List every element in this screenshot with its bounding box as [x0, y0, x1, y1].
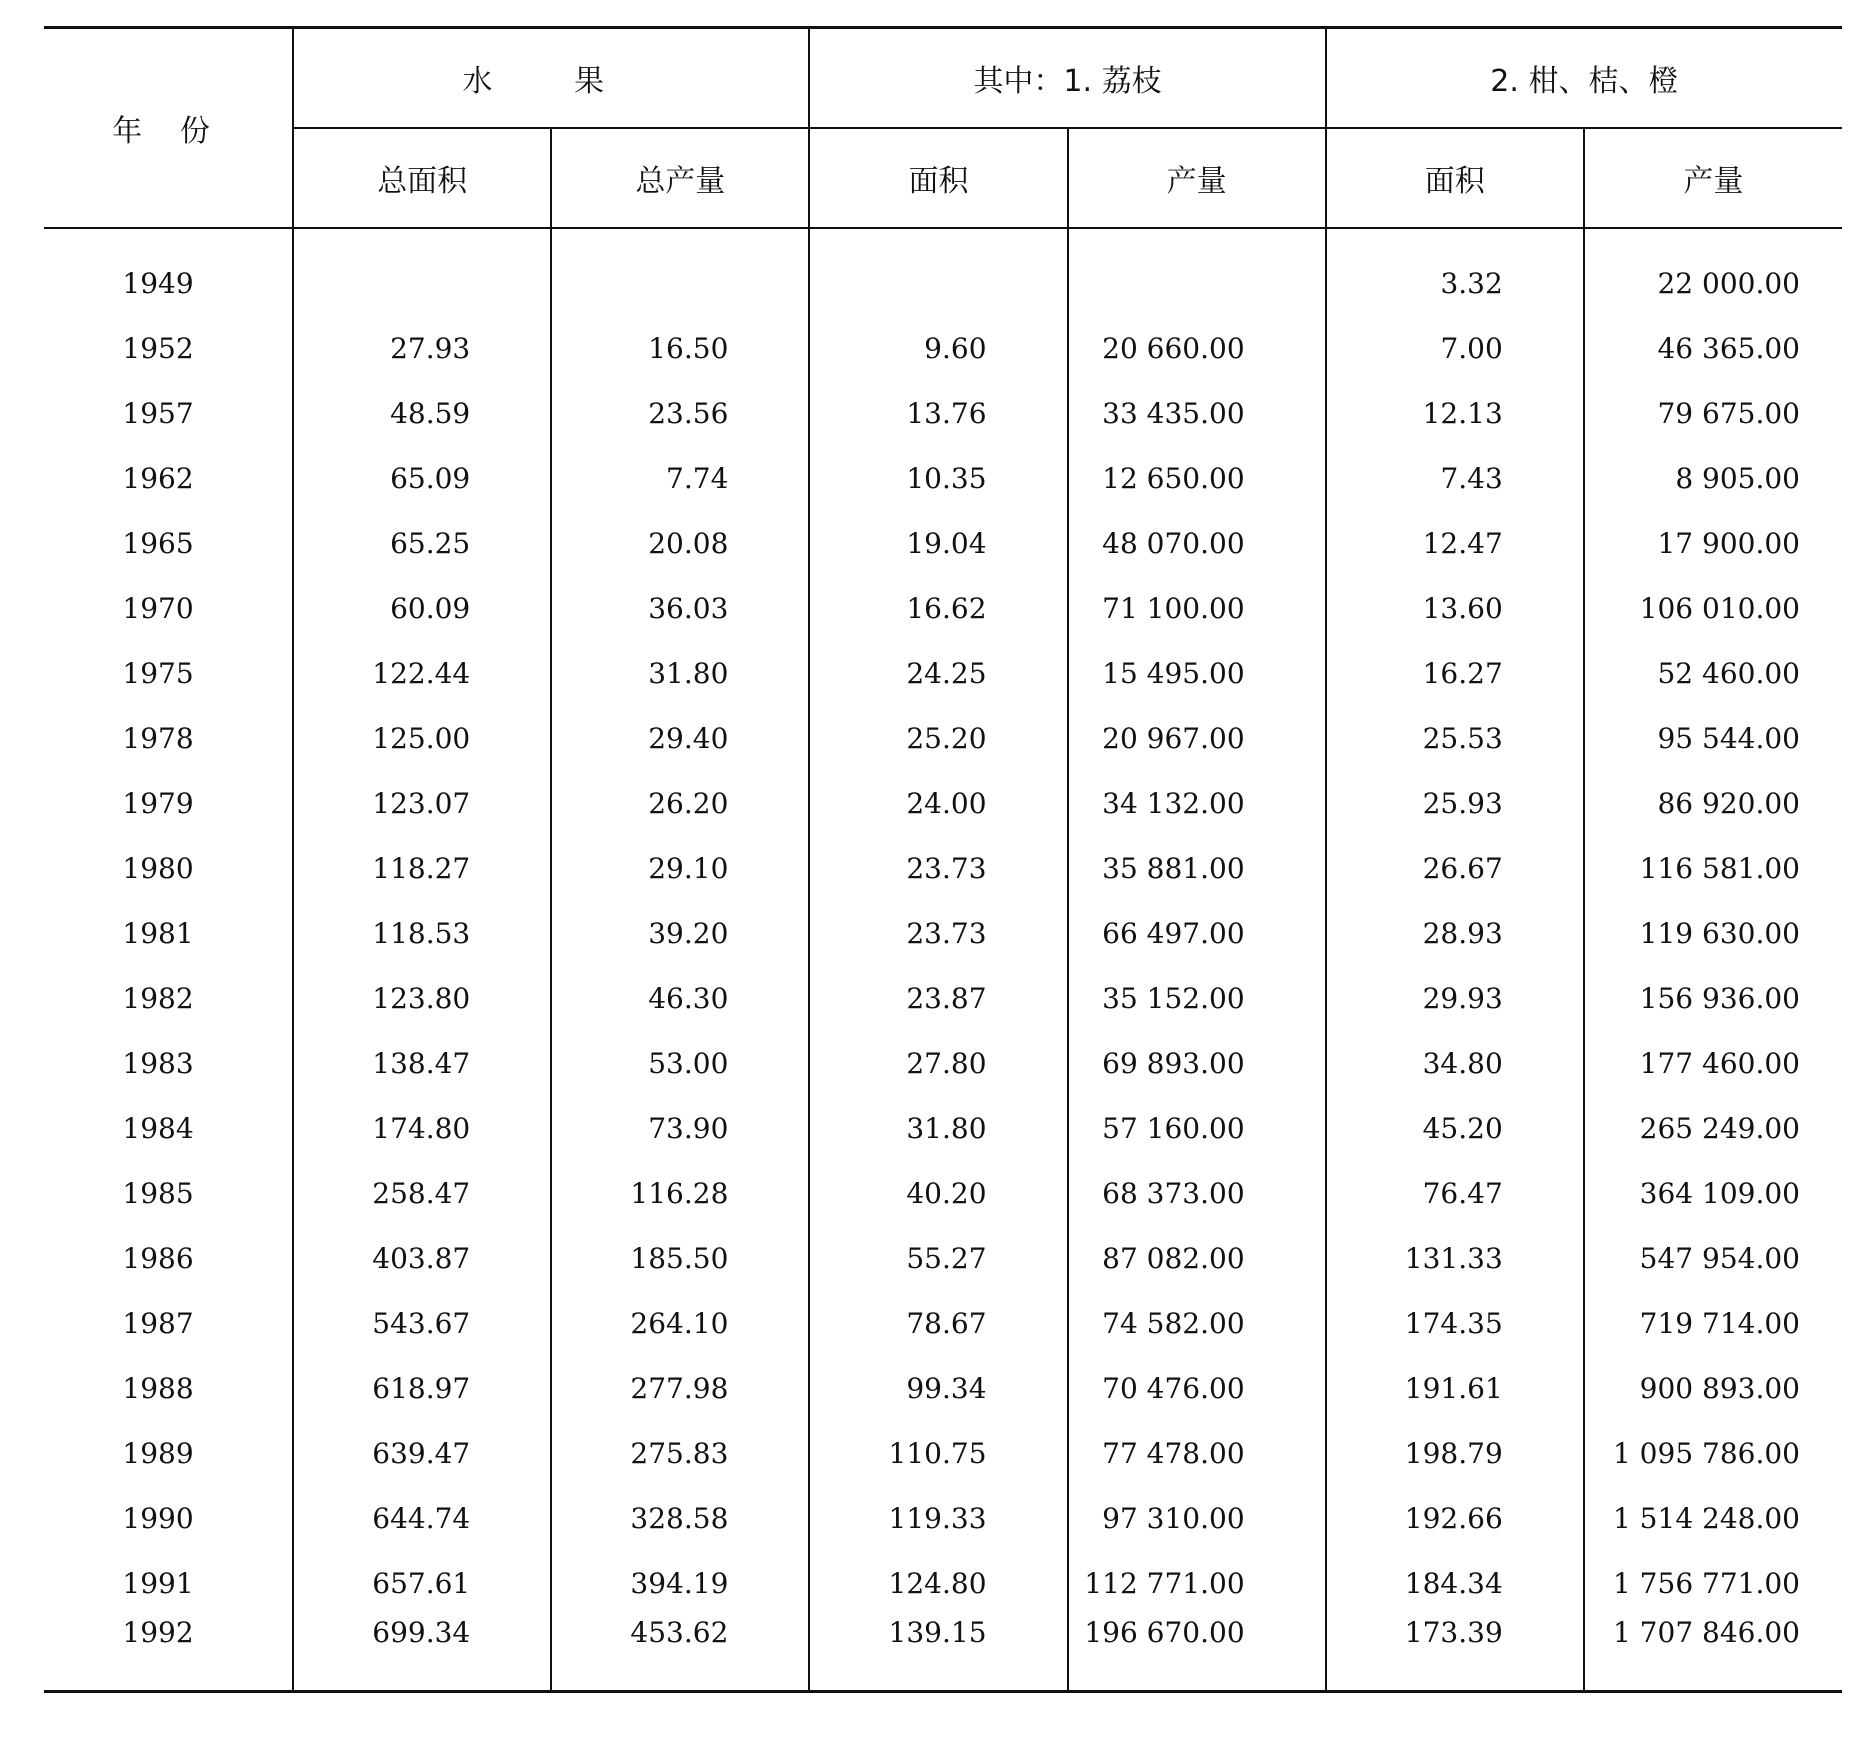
year-cell: 1978: [122, 722, 194, 755]
lychee-output-cell: 57 160.00: [1068, 1096, 1326, 1161]
fruit-total-area-cell: 657.61: [293, 1551, 551, 1616]
table-row: [44, 901, 1842, 966]
lychee-area-cell: 24.25: [809, 641, 1067, 706]
citrus-area-header: 面积: [1326, 128, 1584, 228]
lychee-area-cell: [809, 251, 1067, 316]
fruit-total-output-cell: 29.40: [551, 706, 809, 771]
lychee-area-cell: 10.35: [809, 446, 1067, 511]
lychee-output-cell: 74 582.00: [1068, 1291, 1326, 1356]
citrus-output-cell: 265 249.00: [1584, 1096, 1842, 1161]
citrus-area-cell: 191.61: [1326, 1356, 1584, 1421]
table-row: [44, 1096, 1842, 1161]
fruit-total-output-cell: 275.83: [551, 1421, 809, 1486]
table-row: [44, 576, 1842, 641]
citrus-output-cell: 1 756 771.00: [1584, 1551, 1842, 1616]
citrus-output-cell: 52 460.00: [1584, 641, 1842, 706]
citrus-output-cell: 17 900.00: [1584, 511, 1842, 576]
lychee-area-cell: 23.73: [809, 901, 1067, 966]
lychee-area-header: 面积: [809, 128, 1067, 228]
fruit-total-output-cell: 29.10: [551, 836, 809, 901]
citrus-area-cell: 12.47: [1326, 511, 1584, 576]
header-row-columns: [44, 128, 1842, 228]
fruit-total-output-cell: 328.58: [551, 1486, 809, 1551]
fruit-total-area-cell: 644.74: [293, 1486, 551, 1551]
fruit-total-output-cell: 7.74: [551, 446, 809, 511]
citrus-output-cell: 547 954.00: [1584, 1226, 1842, 1291]
lychee-area-cell: 27.80: [809, 1031, 1067, 1096]
fruit-total-output-cell: 185.50: [551, 1226, 809, 1291]
fruit-total-area-cell: 125.00: [293, 706, 551, 771]
table-row: [44, 251, 1842, 316]
table-row: [44, 641, 1842, 706]
year-cell: 1949: [122, 267, 194, 300]
year-cell: 1987: [122, 1307, 194, 1340]
citrus-area-cell: 173.39: [1326, 1616, 1584, 1692]
table-row: [44, 1551, 1842, 1616]
citrus-output-cell: 1 707 846.00: [1584, 1616, 1842, 1692]
year-cell: 1975: [122, 657, 194, 690]
lychee-output-cell: 69 893.00: [1068, 1031, 1326, 1096]
lychee-area-cell: 31.80: [809, 1096, 1067, 1161]
citrus-output-cell: 86 920.00: [1584, 771, 1842, 836]
table-row: [44, 771, 1842, 836]
lychee-output-cell: 15 495.00: [1068, 641, 1326, 706]
lychee-output-cell: 35 881.00: [1068, 836, 1326, 901]
citrus-area-cell: 76.47: [1326, 1161, 1584, 1226]
fruit-group-header: 水 果: [293, 28, 809, 129]
citrus-output-cell: 364 109.00: [1584, 1161, 1842, 1226]
year-cell: 1990: [122, 1502, 194, 1535]
lychee-area-cell: 16.62: [809, 576, 1067, 641]
citrus-area-cell: 34.80: [1326, 1031, 1584, 1096]
fruit-total-output-cell: 73.90: [551, 1096, 809, 1161]
lychee-area-cell: 24.00: [809, 771, 1067, 836]
lychee-area-cell: 124.80: [809, 1551, 1067, 1616]
lychee-area-cell: 40.20: [809, 1161, 1067, 1226]
citrus-area-cell: 28.93: [1326, 901, 1584, 966]
lychee-output-cell: 48 070.00: [1068, 511, 1326, 576]
fruit-total-area-cell: 65.09: [293, 446, 551, 511]
lychee-output-cell: 35 152.00: [1068, 966, 1326, 1031]
year-cell: 1983: [122, 1047, 194, 1080]
fruit-total-output-cell: 116.28: [551, 1161, 809, 1226]
fruit-total-output-cell: 36.03: [551, 576, 809, 641]
citrus-area-cell: 29.93: [1326, 966, 1584, 1031]
citrus-output-cell: 119 630.00: [1584, 901, 1842, 966]
lychee-area-cell: 99.34: [809, 1356, 1067, 1421]
year-cell: 1980: [122, 852, 194, 885]
citrus-area-cell: 184.34: [1326, 1551, 1584, 1616]
citrus-output-cell: 156 936.00: [1584, 966, 1842, 1031]
spacer-row: [44, 228, 1842, 251]
fruit-total-area-cell: 123.07: [293, 771, 551, 836]
fruit-total-area-cell: 699.34: [293, 1616, 551, 1692]
citrus-output-cell: 8 905.00: [1584, 446, 1842, 511]
fruit-total-output-cell: 394.19: [551, 1551, 809, 1616]
year-cell: 1979: [122, 787, 194, 820]
lychee-area-cell: 139.15: [809, 1616, 1067, 1692]
table-row: [44, 1486, 1842, 1551]
citrus-area-cell: 45.20: [1326, 1096, 1584, 1161]
table-row: [44, 511, 1842, 576]
lychee-area-cell: 78.67: [809, 1291, 1067, 1356]
table-row: [44, 1421, 1842, 1486]
citrus-area-cell: 16.27: [1326, 641, 1584, 706]
lychee-area-cell: 23.73: [809, 836, 1067, 901]
table-row: [44, 316, 1842, 381]
year-cell: 1988: [122, 1372, 194, 1405]
citrus-output-cell: 116 581.00: [1584, 836, 1842, 901]
citrus-area-cell: 3.32: [1326, 251, 1584, 316]
lychee-output-cell: 66 497.00: [1068, 901, 1326, 966]
fruit-total-output-cell: 26.20: [551, 771, 809, 836]
fruit-total-area-cell: 258.47: [293, 1161, 551, 1226]
lychee-area-cell: 25.20: [809, 706, 1067, 771]
table-row: [44, 1616, 1842, 1692]
table-row: [44, 1291, 1842, 1356]
lychee-output-cell: 77 478.00: [1068, 1421, 1326, 1486]
citrus-area-cell: 12.13: [1326, 381, 1584, 446]
citrus-output-cell: 95 544.00: [1584, 706, 1842, 771]
fruit-total-area-header: 总面积: [293, 128, 551, 228]
header-row-groups: [44, 28, 1842, 129]
citrus-group-header: 2. 柑、桔、橙: [1326, 28, 1842, 129]
citrus-area-cell: 131.33: [1326, 1226, 1584, 1291]
lychee-output-cell: 97 310.00: [1068, 1486, 1326, 1551]
fruit-total-area-cell: 403.87: [293, 1226, 551, 1291]
fruit-total-area-cell: 118.53: [293, 901, 551, 966]
lychee-output-cell: 20 660.00: [1068, 316, 1326, 381]
fruit-total-output-cell: 39.20: [551, 901, 809, 966]
citrus-output-cell: 22 000.00: [1584, 251, 1842, 316]
fruit-total-area-cell: 138.47: [293, 1031, 551, 1096]
fruit-total-area-cell: 543.67: [293, 1291, 551, 1356]
citrus-output-cell: 1 095 786.00: [1584, 1421, 1842, 1486]
lychee-output-cell: 12 650.00: [1068, 446, 1326, 511]
table-row: [44, 706, 1842, 771]
fruit-total-area-cell: 122.44: [293, 641, 551, 706]
year-cell: 1957: [122, 397, 194, 430]
citrus-output-header: 产量: [1584, 128, 1842, 228]
citrus-area-cell: 198.79: [1326, 1421, 1584, 1486]
statistics-table: [44, 26, 1842, 1693]
lychee-output-cell: 87 082.00: [1068, 1226, 1326, 1291]
lychee-output-cell: 71 100.00: [1068, 576, 1326, 641]
lychee-area-cell: 13.76: [809, 381, 1067, 446]
citrus-area-cell: 25.53: [1326, 706, 1584, 771]
table-row: [44, 1356, 1842, 1421]
fruit-total-area-cell: 618.97: [293, 1356, 551, 1421]
citrus-output-cell: 900 893.00: [1584, 1356, 1842, 1421]
lychee-area-cell: 9.60: [809, 316, 1067, 381]
citrus-output-cell: 177 460.00: [1584, 1031, 1842, 1096]
lychee-area-cell: 55.27: [809, 1226, 1067, 1291]
lychee-area-cell: 19.04: [809, 511, 1067, 576]
year-cell: 1992: [44, 1616, 293, 1692]
year-cell: 1970: [122, 592, 194, 625]
citrus-area-cell: 174.35: [1326, 1291, 1584, 1356]
table-row: [44, 836, 1842, 901]
fruit-total-area-cell: 48.59: [293, 381, 551, 446]
fruit-total-output-cell: 53.00: [551, 1031, 809, 1096]
lychee-group-header: 其中：1. 荔枝: [809, 28, 1325, 129]
fruit-total-output-cell: 16.50: [551, 316, 809, 381]
year-cell: 1984: [122, 1112, 194, 1145]
fruit-total-area-cell: 65.25: [293, 511, 551, 576]
lychee-output-cell: [1068, 251, 1326, 316]
year-cell: 1952: [122, 332, 194, 365]
lychee-output-cell: 33 435.00: [1068, 381, 1326, 446]
fruit-total-area-cell: 118.27: [293, 836, 551, 901]
table-body: [44, 228, 1842, 1692]
lychee-area-cell: 119.33: [809, 1486, 1067, 1551]
table-row: [44, 1226, 1842, 1291]
year-cell: 1962: [122, 462, 194, 495]
fruit-total-output-cell: 46.30: [551, 966, 809, 1031]
fruit-total-output-cell: 453.62: [551, 1616, 809, 1692]
fruit-total-output-header: 总产量: [551, 128, 809, 228]
fruit-total-area-cell: 60.09: [293, 576, 551, 641]
fruit-total-output-cell: [551, 251, 809, 316]
citrus-output-cell: 46 365.00: [1584, 316, 1842, 381]
lychee-output-header: 产量: [1068, 128, 1326, 228]
citrus-area-cell: 7.43: [1326, 446, 1584, 511]
table-row: [44, 1031, 1842, 1096]
year-cell: 1989: [122, 1437, 194, 1470]
lychee-area-cell: 23.87: [809, 966, 1067, 1031]
citrus-output-cell: 1 514 248.00: [1584, 1486, 1842, 1551]
citrus-area-cell: 7.00: [1326, 316, 1584, 381]
fruit-total-area-cell: 639.47: [293, 1421, 551, 1486]
table-row: [44, 966, 1842, 1031]
year-cell: 1965: [122, 527, 194, 560]
table-row: [44, 381, 1842, 446]
citrus-area-cell: 26.67: [1326, 836, 1584, 901]
year-cell: 1985: [122, 1177, 194, 1210]
lychee-output-cell: 20 967.00: [1068, 706, 1326, 771]
lychee-output-cell: 34 132.00: [1068, 771, 1326, 836]
fruit-total-area-cell: 27.93: [293, 316, 551, 381]
year-column-header: 年 份: [44, 28, 293, 229]
year-cell: 1986: [122, 1242, 194, 1275]
lychee-output-cell: 112 771.00: [1068, 1551, 1326, 1616]
lychee-output-cell: 70 476.00: [1068, 1356, 1326, 1421]
fruit-total-area-cell: 174.80: [293, 1096, 551, 1161]
table-header: [44, 28, 1842, 229]
fruit-total-output-cell: 277.98: [551, 1356, 809, 1421]
table-row: [44, 1161, 1842, 1226]
citrus-output-cell: 106 010.00: [1584, 576, 1842, 641]
citrus-area-cell: 13.60: [1326, 576, 1584, 641]
table-row: [44, 446, 1842, 511]
citrus-output-cell: 79 675.00: [1584, 381, 1842, 446]
citrus-output-cell: 719 714.00: [1584, 1291, 1842, 1356]
year-cell: 1991: [122, 1567, 194, 1600]
year-cell: 1981: [122, 917, 194, 950]
lychee-output-cell: 196 670.00: [1068, 1616, 1326, 1692]
fruit-total-area-cell: [293, 251, 551, 316]
year-cell: 1982: [122, 982, 194, 1015]
lychee-output-cell: 68 373.00: [1068, 1161, 1326, 1226]
citrus-area-cell: 25.93: [1326, 771, 1584, 836]
fruit-total-output-cell: 20.08: [551, 511, 809, 576]
fruit-total-area-cell: 123.80: [293, 966, 551, 1031]
fruit-total-output-cell: 23.56: [551, 381, 809, 446]
citrus-area-cell: 192.66: [1326, 1486, 1584, 1551]
fruit-total-output-cell: 264.10: [551, 1291, 809, 1356]
fruit-total-output-cell: 31.80: [551, 641, 809, 706]
lychee-area-cell: 110.75: [809, 1421, 1067, 1486]
